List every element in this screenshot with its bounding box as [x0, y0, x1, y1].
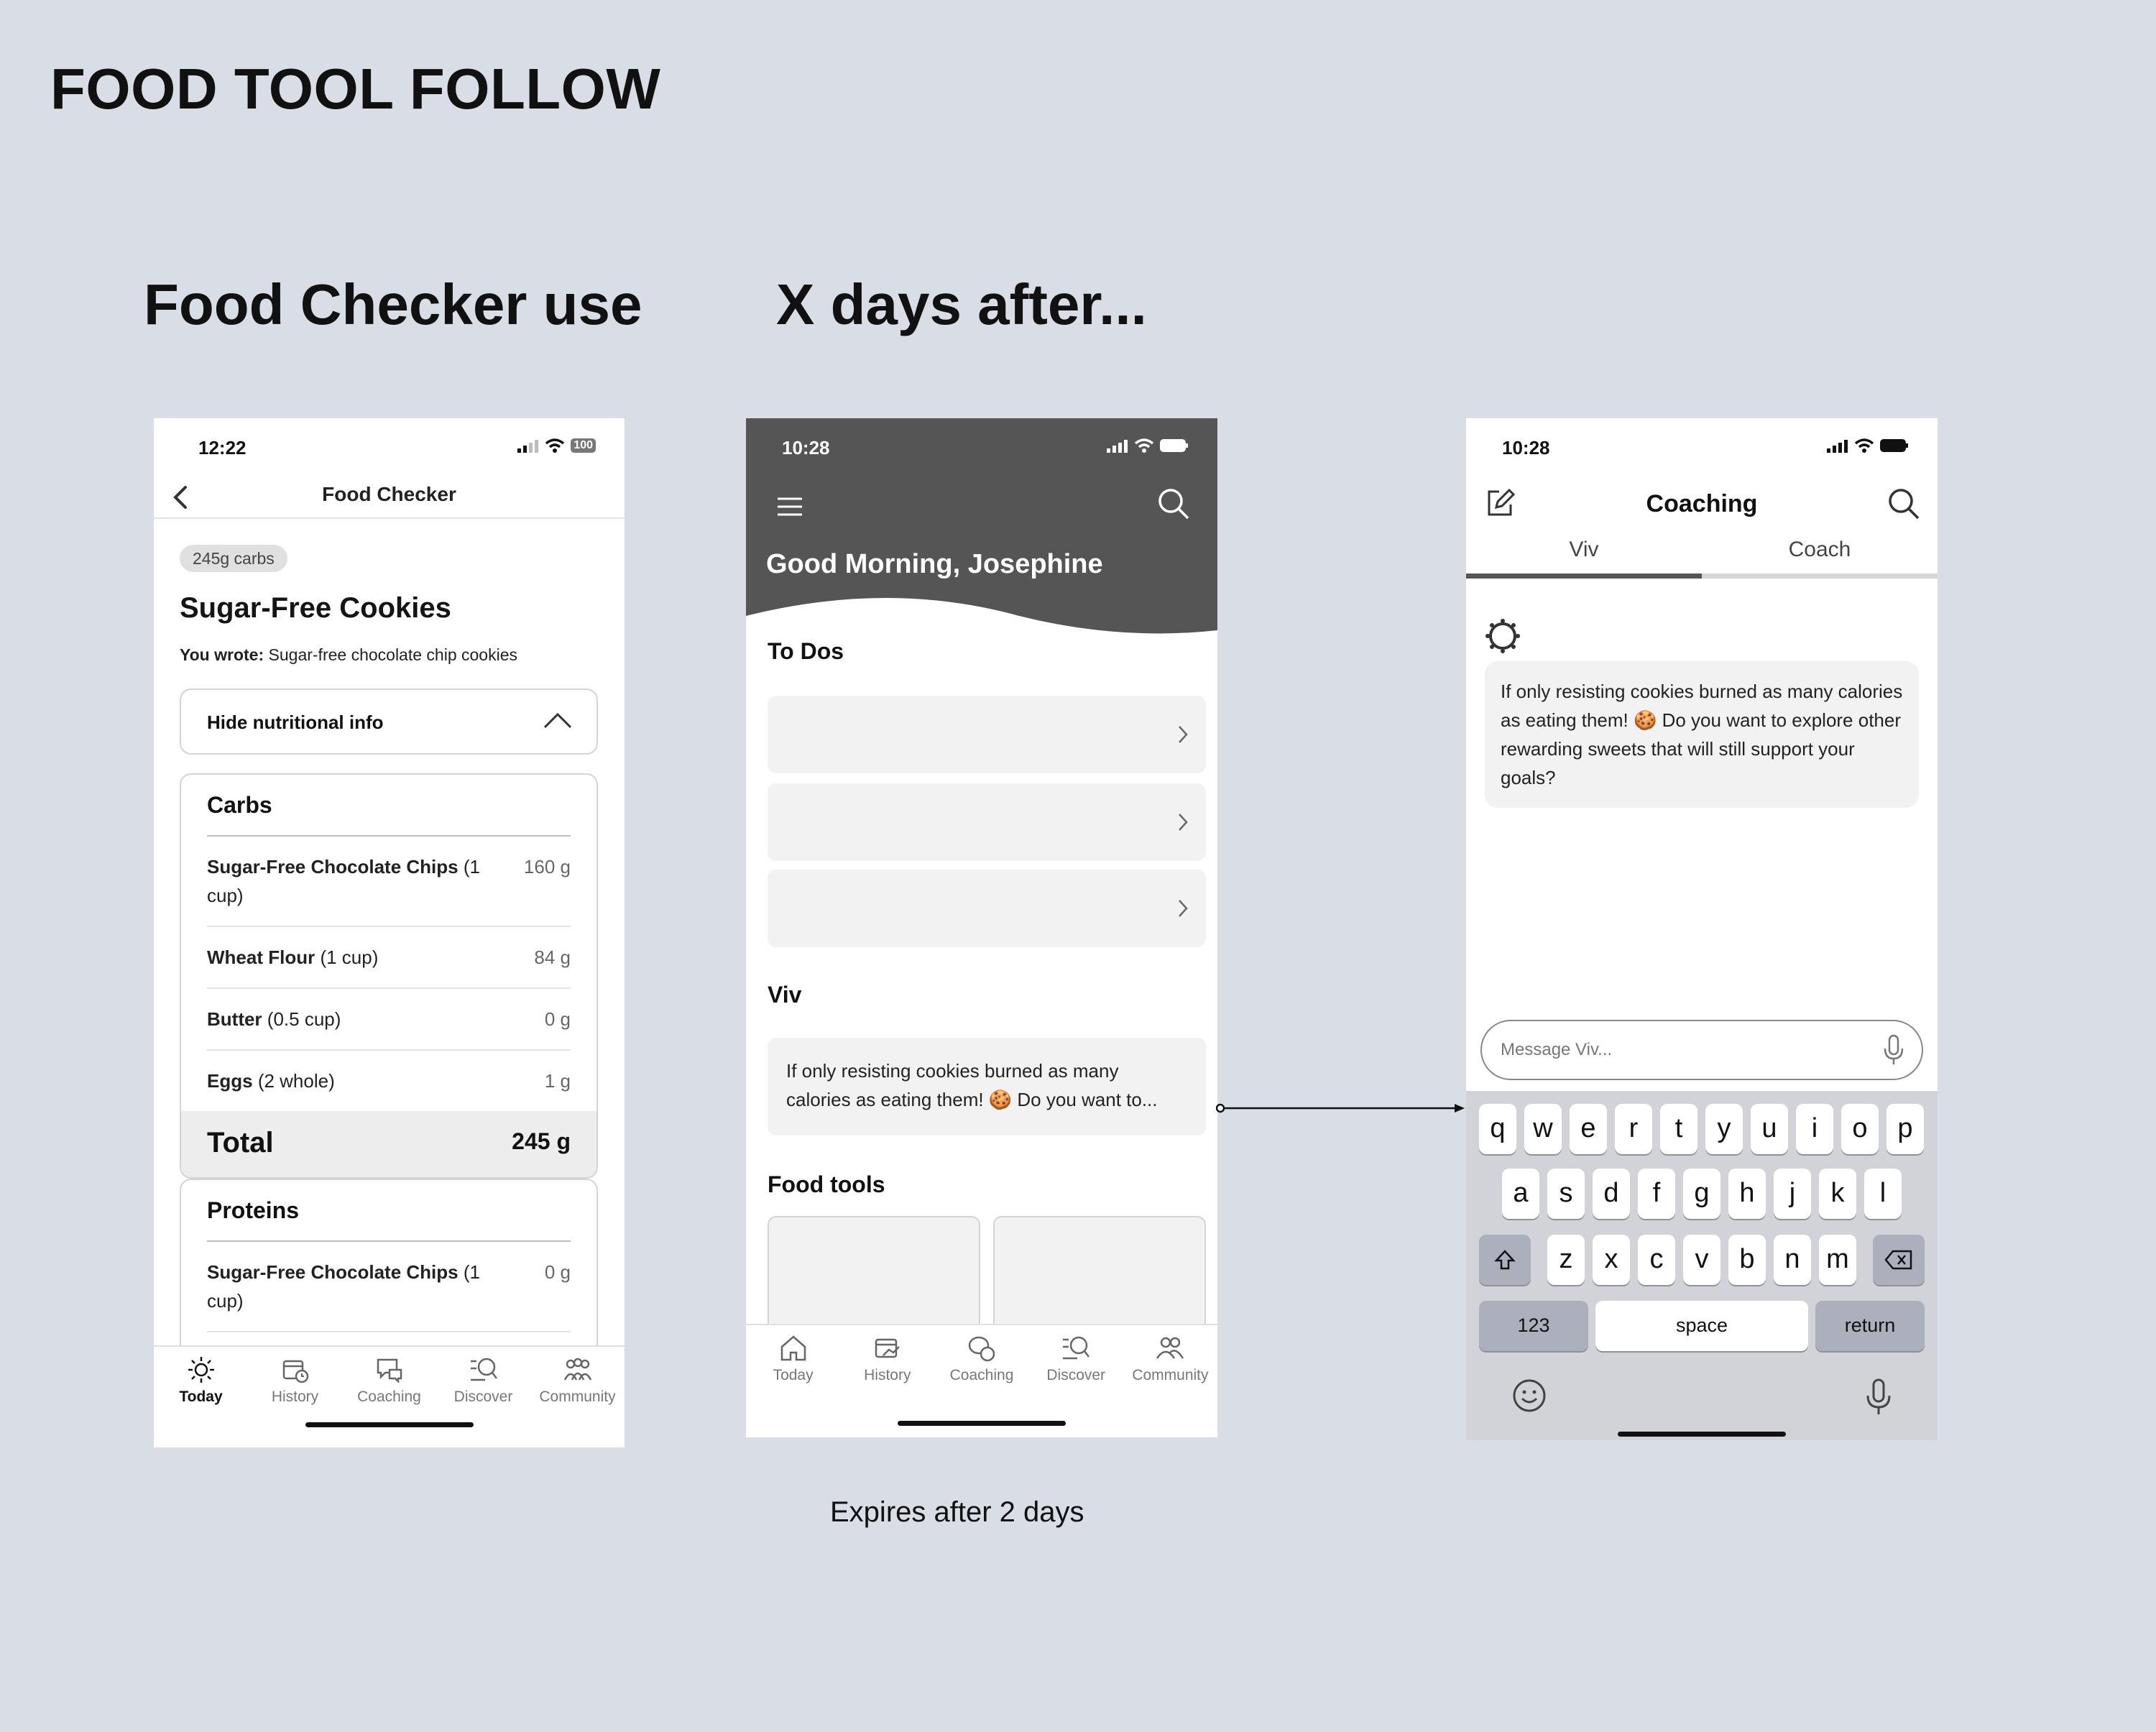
- key-d[interactable]: d: [1593, 1169, 1630, 1219]
- todo-item[interactable]: [768, 870, 1206, 947]
- section-title-days-after: X days after...: [776, 272, 1147, 336]
- ingredient-qty: (1 cup): [320, 946, 379, 968]
- tab-discover[interactable]: [436, 1347, 530, 1447]
- key-e[interactable]: e: [1570, 1104, 1607, 1154]
- key-p[interactable]: p: [1886, 1104, 1924, 1154]
- key-n[interactable]: n: [1774, 1235, 1811, 1285]
- chat-bubbles-icon: [967, 1334, 996, 1363]
- tab-label: Discover: [453, 1388, 513, 1405]
- expires-caption: Expires after 2 days: [830, 1496, 1084, 1528]
- status-bar: [746, 418, 1217, 469]
- home-indicator: [1618, 1432, 1786, 1437]
- home-indicator: [305, 1422, 474, 1427]
- todo-item[interactable]: [768, 783, 1206, 861]
- carbs-total: [181, 1111, 596, 1177]
- key-m[interactable]: m: [1819, 1235, 1856, 1285]
- key-i[interactable]: i: [1796, 1104, 1833, 1154]
- tab-indicator-active: [1466, 574, 1702, 579]
- key-j[interactable]: j: [1774, 1169, 1811, 1219]
- home-screen: [746, 418, 1217, 1437]
- chevron-right-icon: [1177, 724, 1189, 745]
- battery-icon: [1160, 438, 1189, 453]
- wifi-icon: [545, 438, 565, 453]
- home-icon: [779, 1334, 808, 1363]
- signal-icon: [1107, 438, 1128, 453]
- key-h[interactable]: h: [1728, 1169, 1766, 1219]
- microphone-icon[interactable]: [1883, 1034, 1904, 1067]
- tab-indicator-inactive: [1702, 574, 1938, 579]
- message-input[interactable]: [1480, 1020, 1923, 1080]
- toggle-label: Hide nutritional info: [207, 711, 384, 733]
- total-label: Total: [207, 1127, 274, 1158]
- battery-icon: 100: [571, 438, 596, 453]
- food-name: Sugar-Free Cookies: [180, 592, 451, 624]
- viv-message-card[interactable]: If only resisting cookies burned as many calories as eating them! 🍪 Do you want to...: [768, 1038, 1206, 1136]
- tab-label: Today: [773, 1367, 814, 1383]
- carbs-card: [180, 773, 598, 1179]
- key-w[interactable]: w: [1524, 1104, 1562, 1154]
- ingredient-name: Sugar-Free Chocolate Chips: [207, 856, 459, 877]
- tab-label: Coaching: [357, 1388, 421, 1405]
- key-f[interactable]: f: [1638, 1169, 1675, 1219]
- calendar-clock-icon: [281, 1355, 310, 1384]
- food-tools-label: Food tools: [768, 1171, 885, 1197]
- ingredient-qty: (0.5 cup): [267, 1008, 341, 1030]
- tab-label: History: [864, 1367, 911, 1383]
- tab-coaching[interactable]: [342, 1347, 436, 1447]
- tab-label: Coaching: [949, 1367, 1014, 1383]
- tab-today[interactable]: [746, 1325, 840, 1437]
- ingredient-value: 1 g: [544, 1070, 571, 1092]
- coaching-tabs: [1466, 538, 1938, 581]
- greeting: Good Morning, Josephine: [766, 549, 1103, 579]
- tab-today[interactable]: [154, 1347, 248, 1447]
- dictation-microphone-icon[interactable]: [1866, 1378, 1892, 1416]
- page-title: Coaching: [1646, 490, 1758, 517]
- you-wrote-value: Sugar-free chocolate chip cookies: [268, 645, 517, 664]
- ingredient-name: Butter: [207, 1008, 262, 1030]
- key-y[interactable]: y: [1705, 1104, 1743, 1154]
- backspace-key[interactable]: [1873, 1235, 1925, 1285]
- carbs-heading: Carbs: [207, 792, 272, 818]
- ingredient-row: [207, 1051, 571, 1111]
- status-bar: [154, 418, 625, 469]
- chevron-right-icon: [1177, 812, 1189, 832]
- key-c[interactable]: c: [1638, 1235, 1675, 1285]
- tab-coach[interactable]: Coach: [1788, 538, 1851, 561]
- food-tool-card[interactable]: [993, 1216, 1206, 1331]
- ingredient-name: Sugar-Free Chocolate Chips: [207, 1261, 459, 1283]
- wifi-icon: [1854, 438, 1874, 453]
- hamburger-menu-icon[interactable]: [776, 496, 803, 517]
- key-o[interactable]: o: [1841, 1104, 1879, 1154]
- keyboard: [1466, 1091, 1938, 1440]
- tab-label: Today: [179, 1388, 223, 1405]
- ingredient-row: [207, 989, 571, 1051]
- viv-message-bubble: If only resisting cookies burned as many calories as eating them! 🍪 Do you want to explore other rewarding sweets that will still support your goals?: [1485, 661, 1919, 808]
- ingredient-value: 160 g: [523, 856, 571, 877]
- hide-nutritional-info-toggle[interactable]: [180, 688, 598, 755]
- search-list-icon: [1061, 1334, 1090, 1363]
- ingredient-row: [207, 1242, 571, 1332]
- emoji-icon[interactable]: [1512, 1378, 1547, 1413]
- numbers-key[interactable]: 123: [1479, 1301, 1588, 1351]
- viv-avatar-icon: [1485, 618, 1521, 654]
- ingredient-qty: (1 cup): [207, 856, 480, 906]
- section-title-food-checker: Food Checker use: [144, 272, 642, 336]
- key-l[interactable]: l: [1864, 1169, 1902, 1219]
- ingredient-value: 0 g: [544, 1261, 571, 1283]
- backspace-icon: [1884, 1249, 1913, 1271]
- viv-label: Viv: [768, 982, 802, 1008]
- tab-label: Community: [539, 1388, 616, 1405]
- shift-key[interactable]: [1479, 1235, 1531, 1285]
- ingredient-qty: (1 cup): [207, 1261, 480, 1312]
- key-u[interactable]: u: [1751, 1104, 1788, 1154]
- key-t[interactable]: t: [1660, 1104, 1697, 1154]
- people-icon: [1156, 1334, 1184, 1363]
- tab-viv[interactable]: Viv: [1569, 538, 1599, 561]
- key-s[interactable]: s: [1547, 1169, 1585, 1219]
- tab-community[interactable]: [1123, 1325, 1217, 1437]
- chevron-right-icon: [1177, 898, 1189, 918]
- return-key[interactable]: return: [1815, 1301, 1925, 1351]
- key-x[interactable]: x: [1593, 1235, 1630, 1285]
- tab-label: Discover: [1046, 1367, 1106, 1383]
- total-value: 245 g: [512, 1128, 571, 1154]
- ingredient-name: Wheat Flour: [207, 946, 315, 968]
- search-icon[interactable]: [1887, 487, 1920, 520]
- status-bar: [1466, 418, 1938, 469]
- signal-icon: [1827, 438, 1848, 453]
- ingredient-value: 0 g: [544, 1008, 571, 1030]
- nav-bar: [154, 477, 625, 519]
- todo-item[interactable]: [768, 696, 1206, 773]
- chat-bubbles-icon: [375, 1355, 404, 1384]
- key-g[interactable]: g: [1683, 1169, 1720, 1219]
- key-a[interactable]: a: [1502, 1169, 1539, 1219]
- wifi-icon: [1134, 438, 1154, 453]
- ingredient-name: Eggs: [207, 1070, 253, 1092]
- food-tool-card[interactable]: [768, 1216, 980, 1331]
- tab-label: Community: [1132, 1367, 1209, 1383]
- home-indicator: [898, 1421, 1066, 1426]
- tab-history[interactable]: [248, 1347, 342, 1447]
- you-wrote-label: You wrote:: [180, 645, 264, 664]
- food-checker-screen: [154, 418, 625, 1447]
- key-v[interactable]: v: [1683, 1235, 1720, 1285]
- carbs-chip: 245g carbs: [180, 545, 287, 572]
- tab-community[interactable]: [530, 1347, 625, 1447]
- tab-label: History: [271, 1388, 319, 1405]
- shift-icon: [1494, 1249, 1516, 1271]
- coaching-screen: [1466, 418, 1938, 1440]
- chevron-up-icon: [543, 711, 572, 730]
- status-time: 12:22: [198, 437, 247, 459]
- page-title: Food Checker: [322, 483, 456, 505]
- space-key[interactable]: space: [1595, 1301, 1808, 1351]
- battery-icon: [1880, 438, 1909, 453]
- ingredient-row: [207, 837, 571, 927]
- key-k[interactable]: k: [1819, 1169, 1856, 1219]
- signal-icon: [517, 438, 539, 453]
- ingredient-row: [207, 927, 571, 989]
- key-b[interactable]: b: [1728, 1235, 1766, 1285]
- ingredient-qty: (2 whole): [257, 1070, 335, 1092]
- key-z[interactable]: z: [1547, 1235, 1585, 1285]
- you-wrote: [180, 645, 517, 665]
- status-time: 10:28: [1502, 437, 1550, 459]
- tab-bar: [154, 1345, 625, 1447]
- message-placeholder: Message Viv...: [1501, 1040, 1613, 1059]
- search-icon[interactable]: [1157, 487, 1190, 520]
- ingredient-value: 84 g: [534, 946, 571, 968]
- search-list-icon: [469, 1355, 498, 1384]
- sun-icon: [187, 1355, 216, 1384]
- calendar-chart-icon: [873, 1334, 902, 1363]
- proteins-heading: Proteins: [207, 1197, 300, 1223]
- status-time: 10:28: [782, 437, 830, 459]
- flow-arrow: [1216, 1101, 1466, 1115]
- key-q[interactable]: q: [1479, 1104, 1516, 1154]
- key-r[interactable]: r: [1615, 1104, 1652, 1154]
- todos-label: To Dos: [768, 638, 844, 664]
- board-title: FOOD TOOL FOLLOW: [50, 57, 661, 121]
- people-icon: [563, 1355, 592, 1384]
